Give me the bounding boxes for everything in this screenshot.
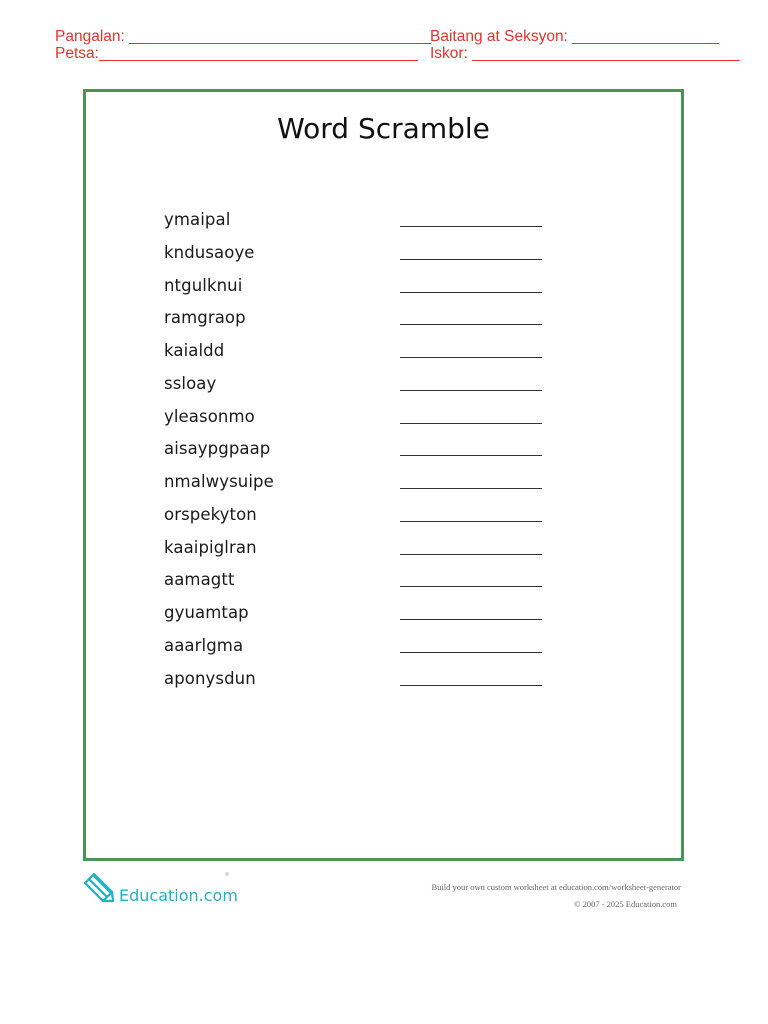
answer-blank[interactable] [400,226,542,227]
word-row [164,598,564,631]
word-row [164,467,564,500]
scrambled-word: kndusaoye [164,242,255,262]
scrambled-word: orspekyton [164,504,257,524]
answer-blank[interactable] [400,488,542,489]
answer-blank[interactable] [400,324,542,325]
word-row [164,533,564,566]
scrambled-word: ssloay [164,373,217,393]
answer-blank[interactable] [400,423,542,424]
worksheet-generator-note: Build your own custom worksheet at education.com/worksheet-generator [431,882,681,892]
word-row [164,336,564,369]
scrambled-word: yleasonmo [164,406,255,426]
education-com-logo[interactable] [82,870,262,904]
answer-blank[interactable] [400,685,542,686]
word-row [164,434,564,467]
scrambled-word: ymaipal [164,210,231,229]
word-list [164,205,564,696]
answer-blank[interactable] [400,455,542,456]
scrambled-word: aamagtt [164,570,235,590]
pencil-stack-icon [82,870,116,904]
answer-blank[interactable] [400,292,542,293]
scrambled-word: ramgraop [164,308,246,328]
scrambled-word: kaaipiglran [164,537,257,557]
word-row [164,238,564,271]
scrambled-word: nmalwysuipe [164,472,274,491]
decorative-dot [225,872,229,876]
scrambled-word: aponysdun [164,668,256,688]
name-field-label: Pangalan: ___________________________________ [55,28,431,45]
word-row [164,205,564,238]
answer-blank[interactable] [400,554,542,555]
word-row [164,631,564,664]
answer-blank[interactable] [400,652,542,653]
worksheet-frame [83,89,684,861]
scrambled-word: aaarlgma [164,635,244,655]
word-row [164,303,564,336]
scrambled-word: gyuamtap [164,603,249,622]
scrambled-word: ntgulknui [164,275,243,295]
score-field-label: Iskor: _______________________________ [430,45,740,62]
copyright-note: © 2007 - 2025 Education.com [573,899,677,909]
word-row [164,565,564,598]
answer-blank[interactable] [400,390,542,391]
grade-section-field-label: Baitang at Seksyon: _________________ [430,28,719,45]
word-row [164,664,564,697]
answer-blank[interactable] [400,586,542,587]
answer-blank[interactable] [400,521,542,522]
word-row [164,271,564,304]
answer-blank[interactable] [400,619,542,620]
scrambled-word: aisaypgpaap [164,439,271,459]
word-row [164,402,564,435]
answer-blank[interactable] [400,357,542,358]
answer-blank[interactable] [400,259,542,260]
word-row [164,500,564,533]
logo-text: Education.com [119,886,238,905]
word-row [164,369,564,402]
worksheet-title: Word Scramble [277,112,490,145]
date-field-label: Petsa:_____________________________________ [55,45,418,62]
scrambled-word: kaialdd [164,341,225,360]
